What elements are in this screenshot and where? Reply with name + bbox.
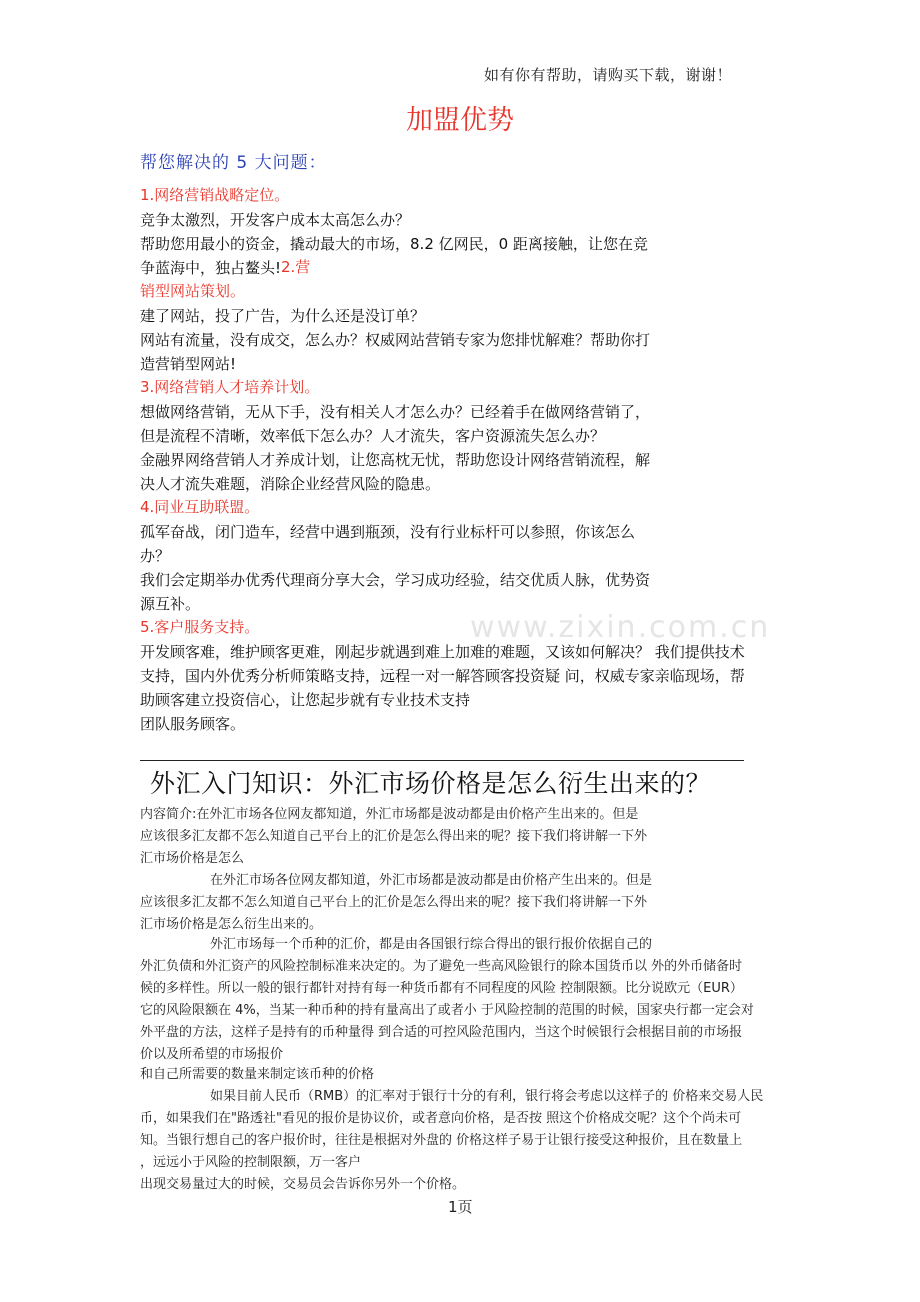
article-line: 外汇负债和外汇资产的风险控制标准来决定的。为了避免一些高风险银行的除本国货币以 外的外币储备时 <box>140 959 743 974</box>
body-line: 办？ <box>140 547 171 565</box>
article-line: 如果目前人民币（RMB）的汇率对于银行十分的有利，银行将会考虑以这样子的 价格来交易人民 <box>210 1089 764 1104</box>
article-line: 币，如果我们在"路透社"看见的报价是协议价，或者意向价格，是否按 照这个价格成交呢？这个个尚未可 <box>140 1111 742 1126</box>
body-line: 竞争太激烈，开发客户成本太高怎么办？ <box>140 211 411 229</box>
body-line: 支持，国内外优秀分析师策略支持，远程一对一解答顾客投资疑 问，权威专家亲临现场，帮 <box>140 667 745 685</box>
article-line: 外平盘的方法，这样子是持有的币种量得 到合适的可控风险范围内，当这个时候银行会根据目前的市场报 <box>140 1025 743 1040</box>
body-line: 但是流程不清晰，效率低下怎么办？人才流失，客户资源流失怎么办？ <box>140 427 606 445</box>
body-line: 想做网络营销，无从下手，没有相关人才怎么办？已经着手在做网络营销了， <box>140 403 651 421</box>
article-line: 出现交易量过大的时候，交易员会告诉你另外一个价格。 <box>140 1177 466 1192</box>
body-line: 建了网站，投了广告，为什么还是没订单？ <box>140 307 426 325</box>
page-title: 加盟优势 <box>406 105 514 136</box>
problem-heading: 2.营 <box>281 258 311 276</box>
body-line: 团队服务顾客。 <box>140 715 246 733</box>
page-number: 1页 <box>448 1198 473 1216</box>
body-line: 帮助您用最小的资金，撬动最大的市场，8.2 亿网民，0 距离接触，让您在竞 <box>140 235 648 253</box>
body-line: 决人才流失难题，消除企业经营风险的隐患。 <box>140 475 441 493</box>
problem-heading: 销型网站策划。 <box>140 282 246 300</box>
article-line: 价以及所希望的市场报价 <box>140 1047 284 1062</box>
article-line: 外汇市场每一个币种的汇价，都是由各国银行综合得出的银行报价依据自己的 <box>210 937 653 952</box>
body-line: 我们会定期举办优秀代理商分享大会，学习成功经验，结交优质人脉，优势资 <box>140 571 651 589</box>
watermark: www.zixin.com.cn <box>470 610 771 645</box>
body-line: 源互补。 <box>140 595 201 613</box>
section-divider <box>140 760 744 761</box>
body-line: 网站有流量，没有成交，怎么办？权威网站营销专家为您排忧解难？帮助你打 <box>140 331 651 349</box>
article-line: 内容简介:在外汇市场各位网友都知道，外汇市场都是波动都是由价格产生出来的。但是 <box>140 807 639 822</box>
header-note: 如有你有帮助，请购买下载，谢谢！ <box>484 66 733 84</box>
article-line: 应该很多汇友都不怎么知道自己平台上的汇价是怎么得出来的呢？接下我们将讲解一下外 <box>140 895 648 910</box>
article-line: 在外汇市场各位网友都知道，外汇市场都是波动都是由价格产生出来的。但是 <box>210 873 653 888</box>
body-line: 助顾客建立投资信心，让您起步就有专业技术支持 <box>140 691 471 709</box>
body-line: 金融界网络营销人才养成计划，让您高枕无忧，帮助您设计网络营销流程，解 <box>140 451 651 469</box>
problem-heading: 3.网络营销人才培养计划。 <box>140 378 320 396</box>
section-subtitle: 帮您解决的 5 大问题： <box>140 153 327 173</box>
body-line: 争蓝海中，独占鳌头! <box>140 259 282 277</box>
problem-heading: 5.客户服务支持。 <box>140 618 260 636</box>
article-line: 和自己所需要的数量来制定该币种的价格 <box>140 1067 375 1082</box>
body-line: 造营销型网站! <box>140 355 237 373</box>
article-line: 应该很多汇友都不怎么知道自己平台上的汇价是怎么得出来的呢？接下我们将讲解一下外 <box>140 829 648 844</box>
problem-heading: 1.网络营销战略定位。 <box>140 186 290 204</box>
article-line: 汇市场价格是怎么衍生出来的。 <box>140 917 323 932</box>
article-line: ，远远小于风险的控制限额，万一客户 <box>140 1155 362 1170</box>
article-line: 知。当银行想自己的客户报价时，往往是根据对外盘的 价格这样子易于让银行接受这种报价，且在数量上 <box>140 1133 743 1148</box>
body-line: 孤军奋战，闭门造车，经营中遇到瓶颈，没有行业标杆可以参照，你该怎么 <box>140 523 636 541</box>
article-line: 候的多样性。所以一般的银行都针对持有每一种货币都有不同程度的风险 控制限额。比分说欧元（EUR） <box>140 981 743 996</box>
body-line: 开发顾客难，维护顾客更难，刚起步就遇到难上加难的难题，又该如何解决？ 我们提供技术 <box>140 643 745 661</box>
article-title: 外汇入门知识：外汇市场价格是怎么衍生出来的？ <box>150 769 712 798</box>
article-line: 它的风险限额在 4%，当某一种币种的持有量高出了或者小 于风险控制的范围的时候，国家央行都一定会对 <box>140 1003 754 1018</box>
problem-heading: 4.同业互助联盟。 <box>140 498 260 516</box>
article-line: 汇市场价格是怎么 <box>140 851 245 866</box>
